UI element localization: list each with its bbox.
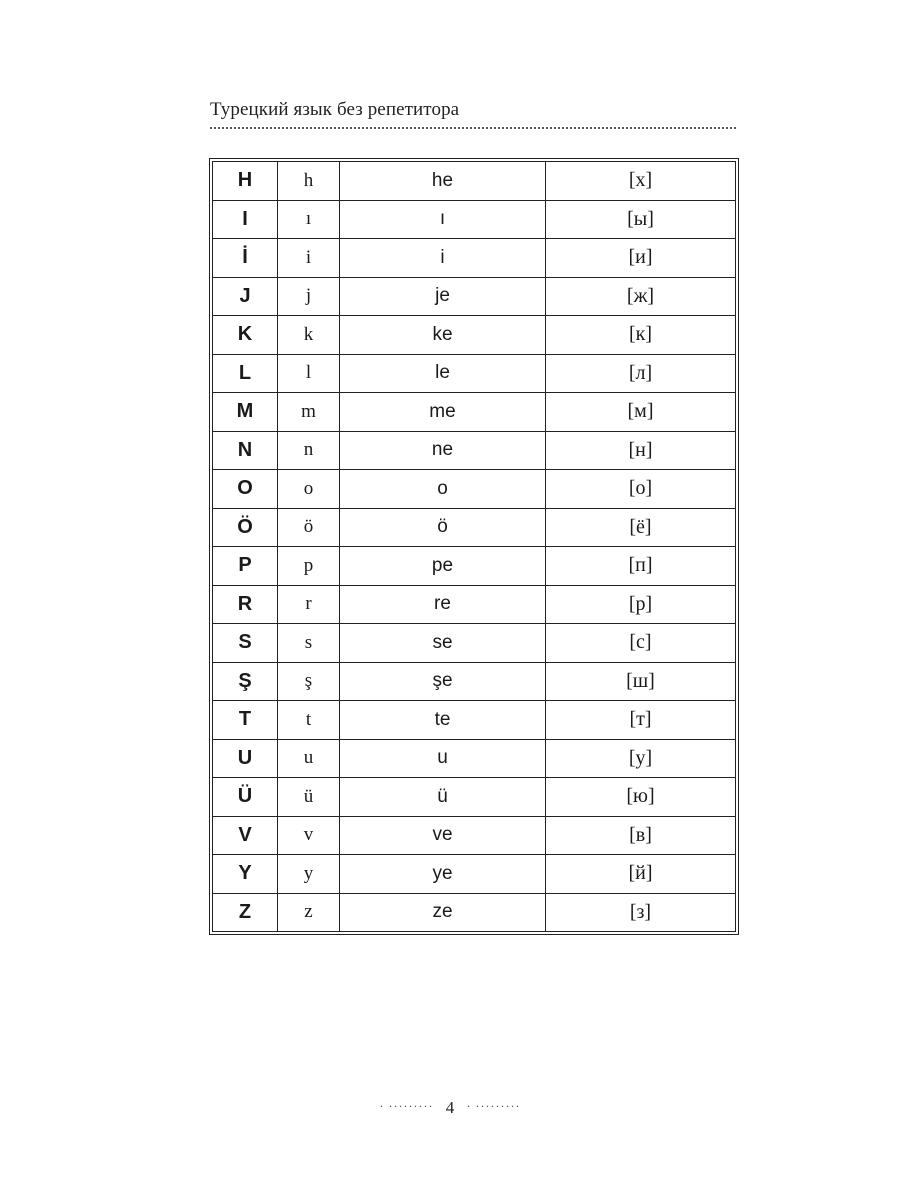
pronunciation-cell: [о] [546,470,736,509]
uppercase-letter-cell: İ [213,239,278,278]
letter-name-cell: ı [340,200,546,239]
pronunciation-cell: [т] [546,701,736,740]
letter-name-cell: ke [340,316,546,355]
pronunciation-cell: [ё] [546,508,736,547]
table-row [213,547,736,586]
pronunciation-cell: [н] [546,431,736,470]
uppercase-letter-cell: Ş [213,662,278,701]
uppercase-letter-cell: S [213,624,278,663]
lowercase-letter-cell: i [278,239,340,278]
table-row [213,701,736,740]
footer-dots-right: · ········· [466,1098,521,1113]
table-row [213,662,736,701]
letter-name-cell: pe [340,547,546,586]
letter-name-cell: se [340,624,546,663]
lowercase-letter-cell: n [278,431,340,470]
page-number: 4 [445,1098,455,1117]
lowercase-letter-cell: y [278,855,340,894]
table-row [213,778,736,817]
table-row [213,855,736,894]
uppercase-letter-cell: P [213,547,278,586]
uppercase-letter-cell: V [213,816,278,855]
dotted-rule [210,127,736,129]
letter-name-cell: le [340,354,546,393]
letter-name-cell: şe [340,662,546,701]
uppercase-letter-cell: L [213,354,278,393]
pronunciation-cell: [з] [546,893,736,932]
lowercase-letter-cell: h [278,162,340,201]
lowercase-letter-cell: ö [278,508,340,547]
uppercase-letter-cell: M [213,393,278,432]
lowercase-letter-cell: ş [278,662,340,701]
table-row [213,893,736,932]
table-row [213,739,736,778]
uppercase-letter-cell: Ü [213,778,278,817]
pronunciation-cell: [и] [546,239,736,278]
uppercase-letter-cell: Y [213,855,278,894]
table-row [213,200,736,239]
letter-name-cell: ö [340,508,546,547]
letter-name-cell: me [340,393,546,432]
lowercase-letter-cell: ı [278,200,340,239]
table-row [213,470,736,509]
page-footer [0,1098,900,1118]
pronunciation-cell: [ю] [546,778,736,817]
table-row [213,239,736,278]
uppercase-letter-cell: O [213,470,278,509]
uppercase-letter-cell: J [213,277,278,316]
uppercase-letter-cell: H [213,162,278,201]
letter-name-cell: ve [340,816,546,855]
letter-name-cell: o [340,470,546,509]
pronunciation-cell: [ы] [546,200,736,239]
uppercase-letter-cell: U [213,739,278,778]
pronunciation-cell: [п] [546,547,736,586]
letter-name-cell: he [340,162,546,201]
table-row [213,277,736,316]
pronunciation-cell: [ж] [546,277,736,316]
running-head [210,97,736,129]
letter-name-cell: ü [340,778,546,817]
pronunciation-cell: [с] [546,624,736,663]
uppercase-letter-cell: Z [213,893,278,932]
lowercase-letter-cell: u [278,739,340,778]
table-row [213,431,736,470]
pronunciation-cell: [ш] [546,662,736,701]
lowercase-letter-cell: v [278,816,340,855]
lowercase-letter-cell: t [278,701,340,740]
alphabet-table-frame [209,158,739,935]
lowercase-letter-cell: l [278,354,340,393]
pronunciation-cell: [р] [546,585,736,624]
uppercase-letter-cell: K [213,316,278,355]
letter-name-cell: re [340,585,546,624]
letter-name-cell: ye [340,855,546,894]
table-row [213,585,736,624]
lowercase-letter-cell: m [278,393,340,432]
alphabet-table-body [213,162,736,932]
letter-name-cell: u [340,739,546,778]
pronunciation-cell: [й] [546,855,736,894]
lowercase-letter-cell: p [278,547,340,586]
table-row [213,508,736,547]
pronunciation-cell: [х] [546,162,736,201]
uppercase-letter-cell: Ö [213,508,278,547]
lowercase-letter-cell: j [278,277,340,316]
running-title: Турецкий язык без репетитора [210,99,460,120]
pronunciation-cell: [к] [546,316,736,355]
letter-name-cell: i [340,239,546,278]
uppercase-letter-cell: R [213,585,278,624]
pronunciation-cell: [л] [546,354,736,393]
lowercase-letter-cell: k [278,316,340,355]
table-row [213,393,736,432]
pronunciation-cell: [у] [546,739,736,778]
table-row [213,816,736,855]
table-row [213,162,736,201]
letter-name-cell: te [340,701,546,740]
table-row [213,354,736,393]
footer-dots-left: · ········· [379,1098,434,1113]
letter-name-cell: ne [340,431,546,470]
lowercase-letter-cell: z [278,893,340,932]
uppercase-letter-cell: T [213,701,278,740]
pronunciation-cell: [м] [546,393,736,432]
letter-name-cell: ze [340,893,546,932]
uppercase-letter-cell: I [213,200,278,239]
table-row [213,316,736,355]
alphabet-table [212,161,736,932]
lowercase-letter-cell: ü [278,778,340,817]
table-row [213,624,736,663]
pronunciation-cell: [в] [546,816,736,855]
letter-name-cell: je [340,277,546,316]
lowercase-letter-cell: o [278,470,340,509]
lowercase-letter-cell: s [278,624,340,663]
lowercase-letter-cell: r [278,585,340,624]
uppercase-letter-cell: N [213,431,278,470]
